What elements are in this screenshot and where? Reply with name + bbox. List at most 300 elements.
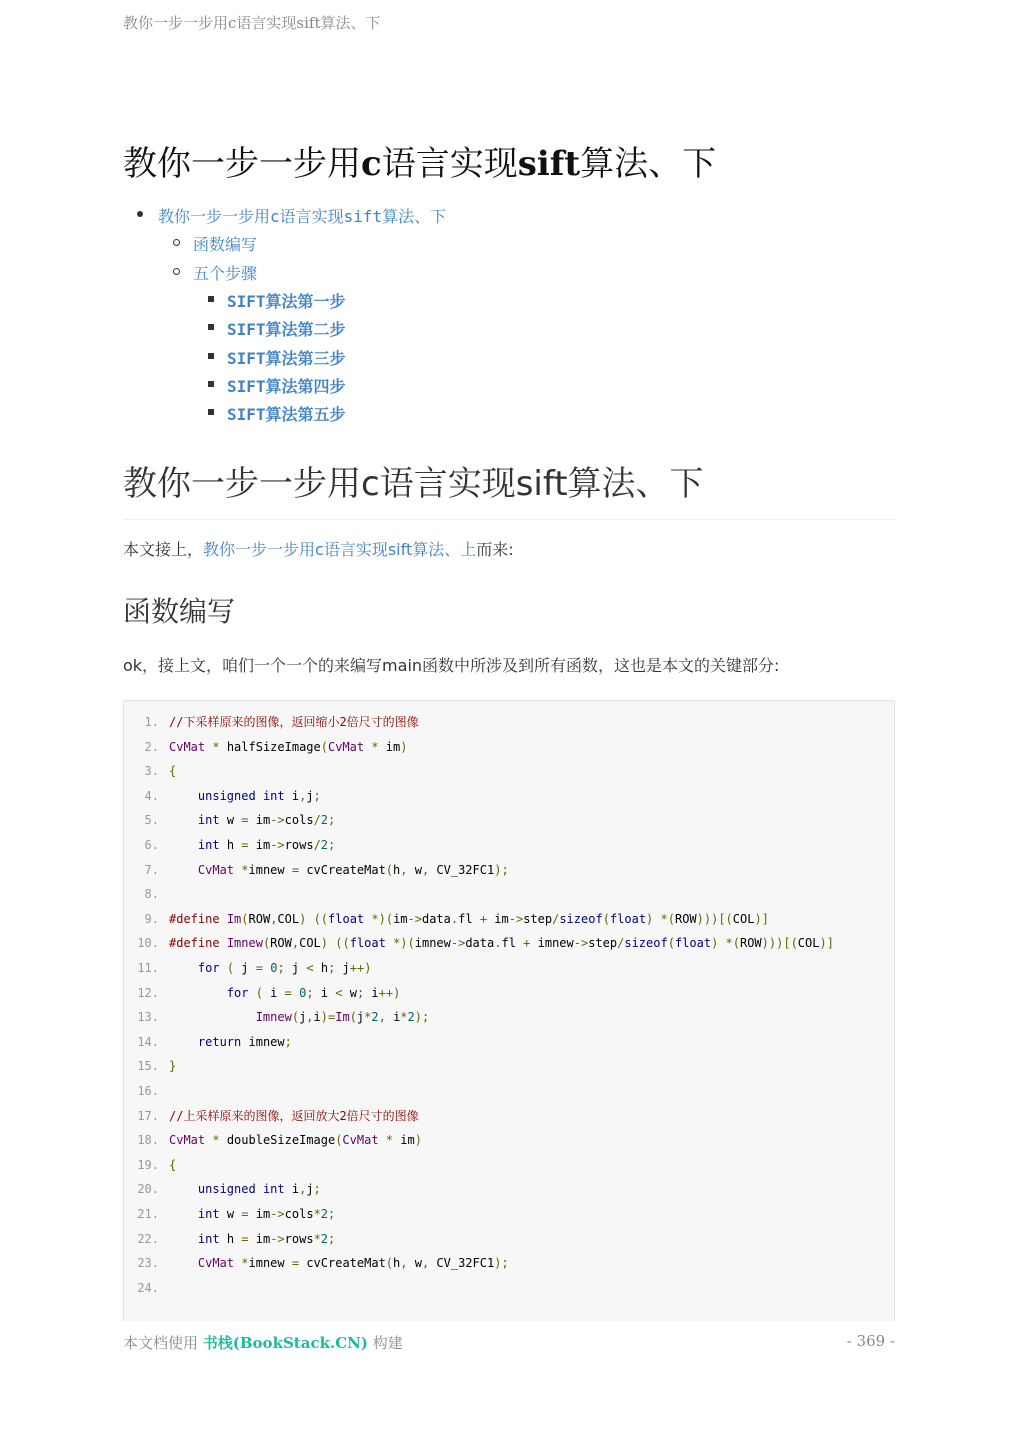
code-token: / [552,911,560,926]
code-token: CvMat [327,739,365,754]
line-number: 18. [137,1133,159,1148]
code-token [653,912,660,926]
code-token: i [262,985,285,1000]
code-token: ROW [739,936,762,951]
code-token: halfSizeImage [219,739,321,754]
code-token: , [400,862,408,877]
code-token [169,1207,198,1221]
line-number: 8. [144,887,159,902]
code-token: ); [494,862,509,877]
code-token: , [400,1256,408,1271]
code-token: w [407,862,422,877]
code-token: . [494,936,502,951]
toc-link-step-2[interactable] [227,320,346,339]
code-token: float [674,936,712,951]
step-suffix: 算法第二步 [265,320,346,339]
line-number: 1. [144,715,159,729]
title-part: 算法、下 [580,144,717,184]
code-token: //上采样原来的图像，返回放大2倍尺寸的图像 [169,1108,419,1123]
code-token: 2 [320,1231,329,1246]
code-token: = [284,985,292,1000]
code-token: = [241,1231,249,1246]
code-token: = [241,813,249,828]
code-token: -> [270,838,285,852]
code-token: #define [169,936,220,951]
code-token: , [378,1010,386,1025]
code-token: / [617,936,625,951]
code-token: ( [349,1010,357,1025]
code-token: ); [494,1256,509,1271]
code-token [169,1035,198,1049]
code-token: ROW [248,911,271,926]
code-token: ; [328,1207,336,1221]
body-paragraph: ok，接上文，咱们一个一个的来编写main函数中所涉及到所有函数，这也是本文的关键部分: [123,656,780,675]
bullet-disc-icon [137,211,143,217]
title-part: 语言实现 [381,144,518,184]
code-token: ++) [378,985,401,1000]
code-token: , [421,862,430,877]
step-prefix: SIFT [227,349,266,368]
code-line [124,1079,169,1103]
code-token: w [219,1207,242,1221]
code-token: ( [335,1133,343,1148]
code-token: im [487,911,509,926]
line-number: 21. [137,1207,159,1221]
line-number: 20. [137,1182,159,1197]
code-token: rows [284,838,314,852]
code-token [169,986,227,1000]
code-token: / [313,838,321,852]
code-token: ++) [349,961,372,975]
code-token [256,789,263,803]
code-token: = [291,862,300,877]
code-line [124,1177,321,1201]
code-line [124,1227,335,1251]
line-number: 12. [137,985,159,1000]
code-line [124,981,400,1005]
code-token: fl [501,936,524,951]
step-prefix: SIFT [227,320,266,339]
code-token: step [588,936,618,951]
line-number: 13. [137,1010,159,1025]
code-token: doubleSizeImage [219,1133,336,1148]
step-suffix: 算法第一步 [265,292,346,311]
code-token: float [328,911,365,926]
code-token: ) [400,739,408,754]
code-token: sizeof [559,911,603,926]
code-token: i [313,1010,321,1025]
line-number: 16. [137,1084,159,1098]
code-token [248,986,255,1000]
code-token: cols [284,1207,314,1221]
code-block [123,700,895,1321]
toc-link-root[interactable]: 教你一步一步用c语言实现sift算法、下 [158,207,447,226]
code-token: *( [725,936,740,951]
code-token: , [291,936,300,951]
code-token [169,838,198,852]
code-token [169,813,198,827]
code-token: w [342,985,357,1000]
code-token: 0 [299,985,307,1000]
code-line [124,1054,176,1078]
code-token: j [299,1010,307,1025]
code-token: * [400,1010,408,1025]
code-token: COL [277,911,300,926]
code-token: ; [313,788,321,803]
code-token: im [248,1207,271,1221]
code-token: + [523,936,531,951]
code-token [220,936,227,950]
code-token: ; [328,1231,336,1246]
code-line [124,907,769,931]
step-prefix: SIFT [227,292,266,311]
code-token [169,1010,256,1024]
code-token: cols [284,813,314,828]
running-header: 教你一步一步用c语言实现sift算法、下 [123,14,381,32]
code-token: -> [450,936,466,951]
code-token: , [299,1182,307,1197]
code-token: CV_32FC1 [429,1256,495,1271]
code-token: im [378,739,401,754]
intro-paragraph [123,537,514,560]
code-token: h [219,1231,242,1246]
code-line [124,858,509,882]
line-number: 24. [137,1280,159,1295]
code-token: j [234,961,256,975]
code-token: * [364,1010,372,1025]
code-token: ( [385,1256,394,1271]
code-token: //下采样原来的图像，返回缩小2倍尺寸的图像 [169,715,419,729]
code-token: h [393,1256,401,1271]
code-token: CV_32FC1 [429,862,495,877]
code-token: < [335,985,343,1000]
code-token [306,912,313,926]
code-token: im [393,911,408,926]
code-token: i [364,985,379,1000]
code-token: i [313,985,336,1000]
code-token: CvMat [197,862,235,877]
code-token [718,936,725,950]
toc-link-step-3[interactable] [227,349,346,368]
footer-credit [123,1332,403,1353]
code-token: ) [711,936,719,951]
code-token: ( [602,911,610,926]
code-token: for [197,961,220,975]
code-token: = [241,1207,249,1221]
code-token: im [248,1231,271,1246]
bullet-square-icon [208,324,214,330]
code-token: im [248,838,271,852]
bullet-circle-icon [173,239,180,246]
line-number: 2. [144,739,159,754]
line-number: 17. [137,1108,159,1123]
bullet-square-icon [208,409,214,415]
line-number: 4. [144,788,159,803]
code-token: *)( [371,911,394,926]
toc-link-five-steps[interactable]: 五个步骤 [193,264,258,283]
line-number: 9. [144,911,159,926]
code-token: } [169,1059,177,1074]
line-number: 23. [137,1256,159,1271]
code-token: j [356,1010,365,1025]
footer-text: 构建 [367,1334,403,1352]
code-token: ) [299,911,307,926]
code-token [169,863,198,877]
bullet-square-icon [208,353,214,359]
code-token: , [299,788,307,803]
code-token [386,936,393,950]
code-token: ; [328,838,336,852]
code-token: { [169,1157,177,1172]
code-token: #define [169,911,220,926]
bullet-square-icon [208,381,214,387]
code-token: ; [328,961,336,975]
code-token: * [212,739,220,754]
code-token: )= [320,1010,336,1025]
code-token: w [407,1256,422,1271]
code-token: ) [320,936,329,951]
toc-link-step-5[interactable] [227,405,346,424]
code-token: , [421,1256,430,1271]
code-token: * [313,1231,321,1246]
code-line [124,735,408,759]
code-token: h [313,961,329,975]
code-token [256,1182,263,1196]
code-token: -> [270,1231,285,1246]
code-line [124,833,335,857]
code-token: ROW [674,911,697,926]
code-token: CvMat [169,1133,206,1148]
code-token: ; [277,961,285,975]
toc-link-step-4[interactable] [227,377,346,396]
code-token: int [262,788,285,803]
bullet-circle-icon [173,268,180,275]
subsection-heading: 函数编写 [123,595,236,628]
code-token: w [219,813,242,828]
code-token: ; [306,985,314,1000]
code-token: -> [508,911,524,926]
code-token: i [284,1182,300,1197]
code-token [169,1232,198,1246]
code-token: , [306,1010,314,1025]
code-token: 2 [320,838,329,852]
line-number: 6. [144,838,159,852]
code-token: Imnew [226,936,263,951]
code-token: 2 [320,1207,329,1221]
code-line [124,784,321,808]
title-part: 教你一步一步用 [123,144,361,184]
code-token: ; [284,1034,292,1049]
code-line [124,1030,292,1054]
code-token: CvMat [169,739,206,754]
code-token: * [241,862,249,877]
code-token: imnew [241,1034,285,1049]
code-token: { [169,764,177,779]
code-token: imnew [248,1256,292,1271]
code-token: CvMat [342,1133,379,1148]
code-token [169,961,198,975]
code-token: * [212,1133,220,1148]
line-number: 15. [137,1059,159,1074]
code-token: )] [819,936,834,951]
code-token: cvCreateMat [299,1256,386,1271]
code-token: i [385,1010,401,1025]
code-line [124,931,834,955]
code-token: ); [414,1010,430,1025]
code-token: ; [328,813,336,828]
code-token: ) [646,911,654,926]
code-token: -> [270,813,285,828]
code-token: rows [284,1231,314,1246]
code-token: ROW [270,936,292,951]
code-token: int [262,1182,285,1197]
code-token [220,912,227,926]
code-token: imnew [414,936,451,951]
code-token: ; [313,1182,321,1197]
code-token: )))[( [761,936,798,951]
code-token: + [479,911,488,926]
code-token: 2 [320,813,329,828]
code-token: ( [262,936,271,951]
code-line [124,1202,335,1226]
code-token: = [241,838,249,852]
code-token: return [197,1034,242,1049]
code-token: ; [356,985,365,1000]
line-number: 19. [137,1157,159,1172]
line-number: 11. [137,961,159,975]
previous-article-link[interactable]: 教你一步一步用c语言实现sift算法、上 [203,540,477,559]
code-token [169,789,198,803]
code-token: float [349,936,386,951]
code-token: imnew [248,862,292,877]
step-suffix: 算法第三步 [265,349,346,368]
code-token: Imnew [255,1010,292,1025]
code-line [124,1104,419,1128]
code-token: imnew [530,936,574,951]
code-token [169,1182,198,1196]
intro-text: 而来: [476,540,514,559]
code-token [220,961,227,975]
code-token: = [255,961,263,975]
footer-text: 本文档使用 [123,1334,203,1352]
title-part: c [361,144,382,184]
code-token: j [284,961,307,975]
line-number: 7. [144,862,159,877]
code-token: ( [320,739,328,754]
code-token: ( [255,985,263,1000]
code-token: * [313,1207,321,1221]
code-token: -> [270,1207,285,1221]
code-token: 2 [371,1010,379,1025]
code-token: unsigned [197,788,256,803]
code-token: Im [226,911,242,926]
line-number: 3. [144,764,159,779]
code-token: * [371,739,379,754]
code-line [124,882,169,906]
code-token: , [270,911,278,926]
step-suffix: 算法第五步 [265,405,346,424]
code-token [379,1133,386,1147]
section-heading: 教你一步一步用c语言实现sift算法、下 [123,456,895,520]
code-line [124,1153,176,1177]
code-token: CvMat [197,1256,235,1271]
code-token: int [197,838,220,852]
code-token: ( [241,911,249,926]
line-number: 10. [137,936,159,951]
code-token: COL [732,911,755,926]
code-token: -> [573,936,589,951]
code-token: < [306,961,314,975]
code-token: ( [667,936,675,951]
code-token: 2 [407,1010,415,1025]
code-token: )))[( [696,911,733,926]
code-token: fl [458,911,480,926]
code-line [124,759,176,783]
code-token: ( [385,862,394,877]
code-token: *)( [393,936,415,951]
line-number: 5. [144,813,159,828]
code-token: ( [291,1010,300,1025]
code-token: )] [754,911,769,926]
document-title [123,136,716,185]
code-token: sizeof [624,936,668,951]
code-token: ) [414,1133,422,1148]
code-token: Im [335,1010,350,1025]
footer-brand-link[interactable]: 书栈(BookStack.CN) [202,1334,368,1352]
code-token: . [450,911,459,926]
code-line [124,956,371,980]
code-token: ( [226,961,235,975]
code-token: float [609,911,647,926]
toc-link-step-1[interactable] [227,292,346,311]
code-token: -> [407,911,422,926]
code-token: h [219,838,242,852]
step-suffix: 算法第四步 [265,377,346,396]
code-token: im [248,813,271,828]
toc-link-functions[interactable]: 函数编写 [193,235,258,254]
code-token: (( [335,936,350,951]
step-prefix: SIFT [227,377,266,396]
code-token: COL [299,936,321,951]
title-part: sift [517,144,581,184]
code-token: / [313,813,321,828]
code-token: *( [660,911,675,926]
code-token: j [335,961,350,975]
page-number: - 369 - [846,1332,895,1350]
code-token: j [306,788,314,803]
code-token [169,1256,198,1270]
intro-text: 本文接上， [123,540,204,559]
code-token: step [523,911,553,926]
code-line [124,1005,429,1029]
code-token: 0 [270,961,278,975]
code-token: = [291,1256,300,1271]
code-token: im [393,1133,415,1148]
code-token: h [393,862,401,877]
code-line [124,710,419,734]
code-token: * [385,1133,394,1148]
code-line [124,1251,509,1275]
line-number: 22. [137,1231,159,1246]
code-line [124,1128,422,1152]
line-number: 14. [137,1034,159,1049]
code-token: data [465,936,495,951]
code-token: (( [313,911,329,926]
code-token: j [306,1182,314,1197]
step-prefix: SIFT [227,405,266,424]
code-token: * [241,1256,249,1271]
code-token: for [226,985,249,1000]
